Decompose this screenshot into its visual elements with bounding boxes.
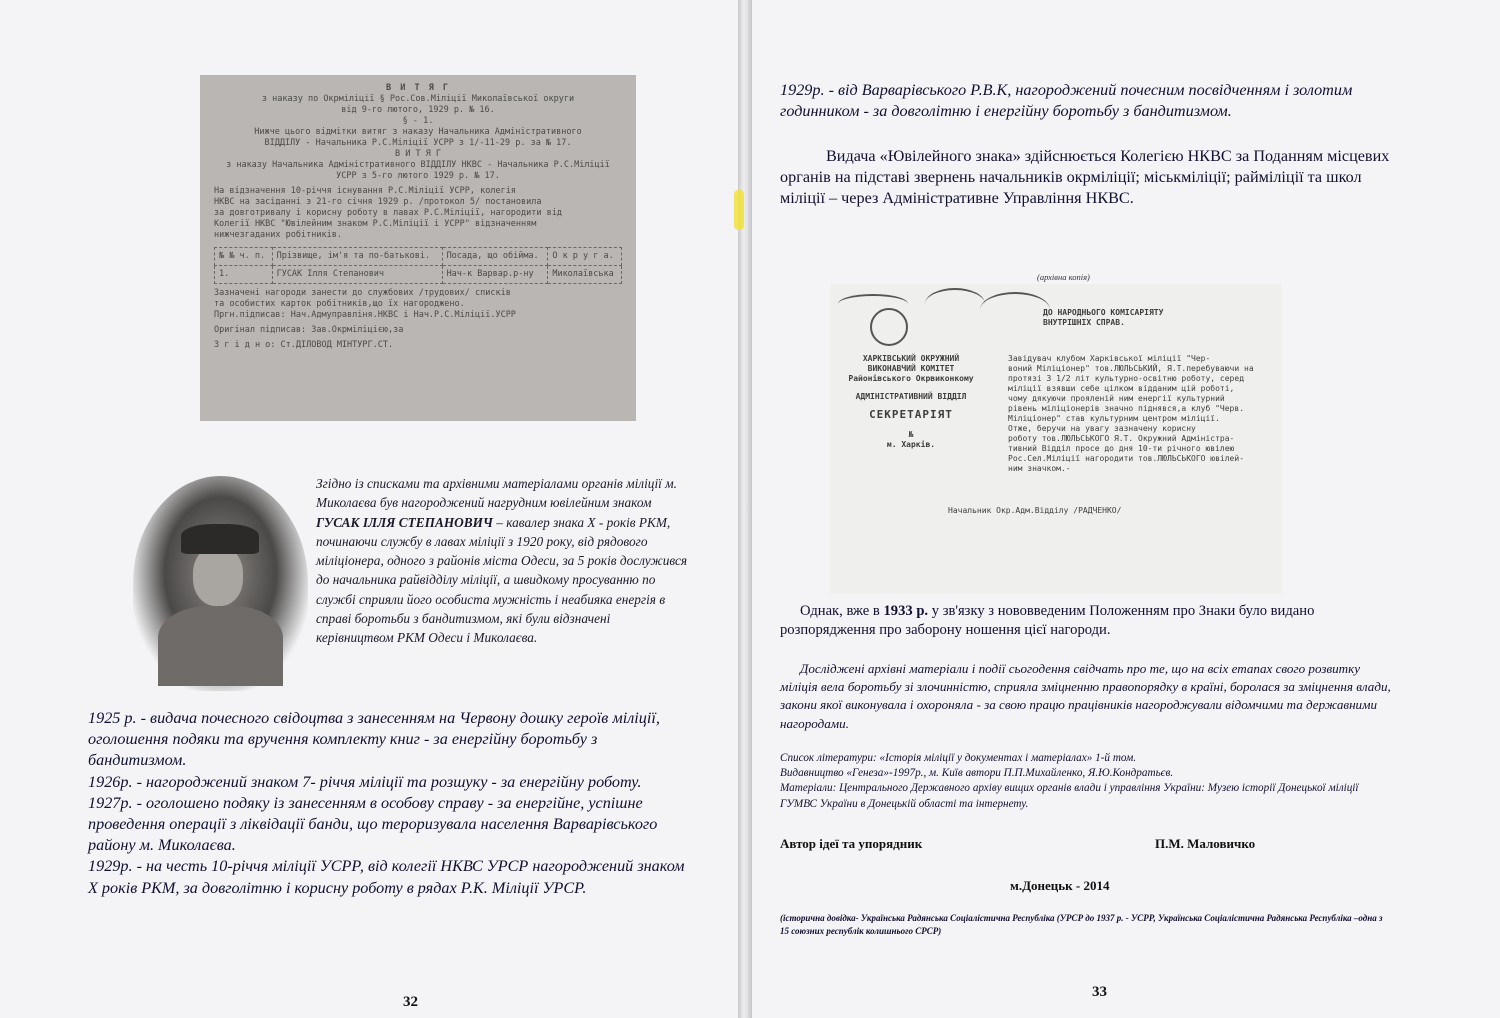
archive-table-cell: ГУСАК Ілля Степанович — [272, 266, 442, 284]
city-year: м.Донецьк - 2014 — [1010, 878, 1110, 893]
letter-body-line: Завідувач клубом Харківської міліції "Чер- — [1008, 354, 1211, 363]
archive-line: з наказу Начальника Адміністративного ВІДДІЛУ НКВС - Начальника Р.С.Міліції — [226, 160, 610, 170]
letter-body-line: Рос.Сел.Міліції нагородити тов.ЛЮЛЬСЬКОГО ювілей- — [1008, 454, 1245, 463]
archive-table-header: Прізвище, ім'я та по-батькові. — [272, 248, 442, 266]
archive-line: НКВС на засіданні з 21-го січня 1929 р. /протокол 5/ постановила — [214, 197, 542, 207]
research-paragraph: Досліджені архівні матеріали і події сьогодення свідчать про те, що на всіх етапах свого розвитку міліція вела боротьбу зі злочинністю, сприяла зміцненню правопорядку в країні, боролася за зміцнення влади, закони якої виконувала і охороняла - за свою працю працівників нагороджували відомчими та державними нагородами. — [780, 661, 1391, 731]
archive-line: нижчезгаданих робітників. — [214, 230, 342, 240]
ban-notice — [780, 602, 1390, 641]
letter-body-line: роботу тов.ЛЮЛЬСЬКОГО Я.Т. Окружний Адміністра- — [1008, 434, 1235, 443]
letter-address-line: ДО НАРОДНЬОГО КОМІСАРІЯТУ — [1043, 308, 1164, 317]
award-event: 1925 р. - видача почесного свідоцтва з занесенням на Червону дошку героїв міліції, оголошення подяки та вручення комплекту книг - за енергійну боротьбу з бандитизмом. — [88, 709, 660, 770]
letter-sender-line: СЕКРЕТАРІЯТ — [869, 408, 953, 421]
portrait-photo — [133, 476, 308, 691]
letter-signer: /РАДЧЕНКО/ — [1073, 506, 1122, 515]
letter-address — [1043, 308, 1243, 328]
archive-line: ВІДДІЛУ - Начальника Р.С.Міліції УСРР з 1/-11-29 р. за № 17. — [264, 138, 572, 148]
archive-footer-line: Пргн.підписав: Нач.Адмуправліня.НКВС і Нач.Р.С.Міліції.УСРР — [214, 310, 516, 320]
highlight-mark — [734, 190, 744, 230]
handwritten-mark — [925, 288, 985, 320]
bio-text-part1: Згідно із списками та архівними матеріалами органів міліції м. Миколаєва був нагороджений нагрудним ювілейним знаком — [316, 476, 677, 511]
archive-table-cell: Нач-к Варвар.р-ну — [442, 266, 548, 284]
award-events-list — [88, 708, 688, 899]
award-1929-text — [780, 80, 1390, 122]
archive-line: за довготривалу і корисну роботу в лавах Р.С.Міліції, нагородити від — [214, 208, 562, 218]
book-gutter — [738, 0, 752, 1018]
letter-signature-title: Начальник Окр.Адм.Відділу — [948, 506, 1069, 515]
stamp-seal — [870, 308, 908, 346]
portrait-coat — [158, 606, 283, 686]
letter-body-line: воний Міліціонер" тов.ЛЮЛЬСЬКИЙ, Я.Т.перебуваючи на — [1008, 364, 1254, 373]
archive-line: § - 1. — [402, 116, 434, 126]
author-label: Автор ідеї та упорядник — [780, 836, 923, 851]
bio-name: ГУСАК ІЛЛЯ СТЕПАНОВИЧ — [316, 514, 493, 530]
bio-text-part2: – кавалер знака Х - років РКМ, починаючи службу в лавах міліції з 1920 року, від рядового міліціонера, одного з районів міста Одеси, за 5 років дослужився до начальника райвідділу міліції, а швидкому просуванню по службі сприяли його особиста мужність і неабияка енергія в справі боротьби з бандитизмом, які були відзначені керівництвом РКМ Одеси і Миколаєва. — [316, 514, 688, 646]
portrait-face — [193, 546, 243, 606]
literature-line: Матеріали: Центрального Державного архіву вищих органів влади і управління України: Музею історії Донецької міліції ГУМВС України в Донецькій області та інтернету. — [780, 782, 1359, 810]
ban-notice-paragraph — [780, 602, 1390, 641]
archive-table-header: Посада, що обійма. — [442, 248, 548, 266]
issuance-paragraph: Видача «Ювілейного знака» здійснюється Колегією НКВС за Поданням місцевих органів на підставі звернень начальників окрміліції; міськміліції; райміліції та школ міліції – через Адміністративне Управління НКВС. — [780, 147, 1390, 208]
letter-address-line: ВНУТРІШНІХ СПРАВ. — [1043, 318, 1125, 327]
archive-line: від 9-го лютого, 1929 р. № 16. — [341, 105, 495, 115]
notice-year: 1933 р. — [883, 603, 929, 619]
issuance-text — [780, 146, 1390, 210]
letter-sender — [836, 354, 986, 450]
archive-footer-line: З г і д н о: Ст.ДІЛОВОД МІНТУРГ.СТ. — [214, 340, 394, 350]
literature-line: Видавництво «Генеза»-1997р., м. Київ автори П.П.Михайленко, Я.Ю.Кондратьєв. — [780, 767, 1174, 780]
letter-body — [1008, 354, 1270, 474]
award-1929-paragraph: 1929р. - від Варварівського Р.В.К, нагороджений почесним посвідченням і золотим годинником - за довголітню і енергійну боротьбу з бандитизмом. — [780, 81, 1353, 121]
archive-copy-caption: (архівна копія) — [1037, 272, 1090, 282]
biography-text — [316, 474, 691, 648]
letter-sender-line: ВИКОНАВЧИЙ КОМІТЕТ — [867, 364, 955, 373]
notice-prefix: Однак, вже в — [800, 603, 884, 619]
archive-line: Нижче цього відмітки витяг з наказу Начальника Адміністративного — [254, 127, 582, 137]
letter-body-line: ним значком.- — [1008, 464, 1071, 473]
archive-table-header: № № ч. п. — [215, 248, 273, 266]
portrait-cap — [181, 524, 259, 554]
literature-line: Список літератури: «Історія міліції у документах і матеріалах» 1-й том. — [780, 752, 1137, 764]
letter-signature — [948, 506, 1121, 516]
archive-line: з наказу по Окрміліції § Рос.Сов.Міліції Миколаївської округи — [261, 94, 575, 104]
research-summary — [780, 660, 1392, 733]
archive-table-cell: Миколаївська — [548, 266, 622, 284]
letter-sender-line: № — [908, 430, 914, 439]
letter-sender-line: АДМІНІСТРАТИВНИЙ ВІДДІЛ — [855, 392, 967, 401]
award-event: 1927р. - оголошено подяку із занесенням в особову справу - за енергійне, успішне проведення операції з ліквідації банди, що тероризувала населення Варварівського району м. Миколаєва. — [88, 793, 658, 855]
letter-body-line: чому дякуючи прояленій ним енергії культурний — [1008, 394, 1225, 403]
letter-sender-line: Районівського Окрвиконкому — [848, 374, 974, 383]
archive-table-cell: 1. — [215, 266, 273, 284]
letter-body-line: рівень міліціонерів значно піднявся,а клуб "Черв. — [1008, 404, 1245, 413]
archive-line: На відзначення 10-річчя існування Р.С.Міліції УСРР, колегія — [214, 186, 516, 196]
archive-line: Колегії НКВС "Ювілейним знаком Р.С.Міліції і УСРР" відзначенням — [214, 219, 537, 229]
page-number-right: 33 — [1092, 984, 1107, 1000]
letter-body-line: тивний Відділ просе до дня 10-ти річного ювілею — [1008, 444, 1235, 453]
archive-document-photo — [200, 75, 636, 421]
letter-body-line: міліції взявши себе цілком відданим цій роботі, — [1008, 384, 1235, 393]
archive-footer-line: Оригінал підписав: Зав.Окрміліцією,за — [214, 325, 404, 335]
author-name: П.М. Маловичко — [1155, 836, 1256, 851]
award-event: 1929р. - на честь 10-річчя міліції УСРР, від колегії НКВС УРСР нагороджений знаком Х років РКМ, за довголітню і корисну роботу в рядах Р.К. Міліції УРСР. — [88, 857, 685, 897]
page-number-left: 32 — [403, 994, 418, 1010]
literature-list — [780, 751, 1392, 812]
archive-letter-scan — [830, 284, 1282, 594]
letter-body-line: протязі 3 1/2 літ культурно-освітню роботу, серед — [1008, 374, 1245, 383]
archive-line: В И Т Я Г — [394, 149, 442, 159]
award-event: 1926р. - нагороджений знаком 7- річчя міліції та розшуку - за енергійну роботу. — [88, 772, 642, 791]
letter-body-line: Міліціонер" став культурним центром міліції. — [1008, 414, 1220, 423]
notice-suffix: у зв'язку з нововведеним Положенням про Знаки було видано розпорядження про заборону ношення цієї нагороди. — [780, 603, 1315, 639]
archive-footer-line: Зазначені нагороди занести до службових /трудових/ списків — [214, 288, 511, 298]
archive-footer-line: та особистих карток робітників,що їх нагороджено. — [214, 299, 465, 309]
handwritten-mark — [980, 292, 1050, 328]
letter-sender-line: ХАРКІВСЬКИЙ ОКРУЖНИЙ — [862, 354, 960, 363]
archive-table — [214, 247, 622, 284]
letter-body-line: Отже, беручи на увагу зазначену корисну — [1008, 424, 1196, 433]
archive-heading: В И Т Я Г — [385, 83, 451, 93]
historical-footnote: (історична довідка- Українська Радянська Соціалістична Республіка (УРСР до 1937 р. - УСРР, Українська Соціалістична Радянська Республіка –одна з 15 союзних республік колишнього СРСР) — [780, 913, 1383, 936]
archive-line: УСРР з 5-го лютого 1929 р. № 17. — [336, 171, 500, 181]
letter-sender-line: м. Харків. — [886, 440, 936, 449]
archive-table-header: О к р у г а. — [548, 248, 622, 266]
